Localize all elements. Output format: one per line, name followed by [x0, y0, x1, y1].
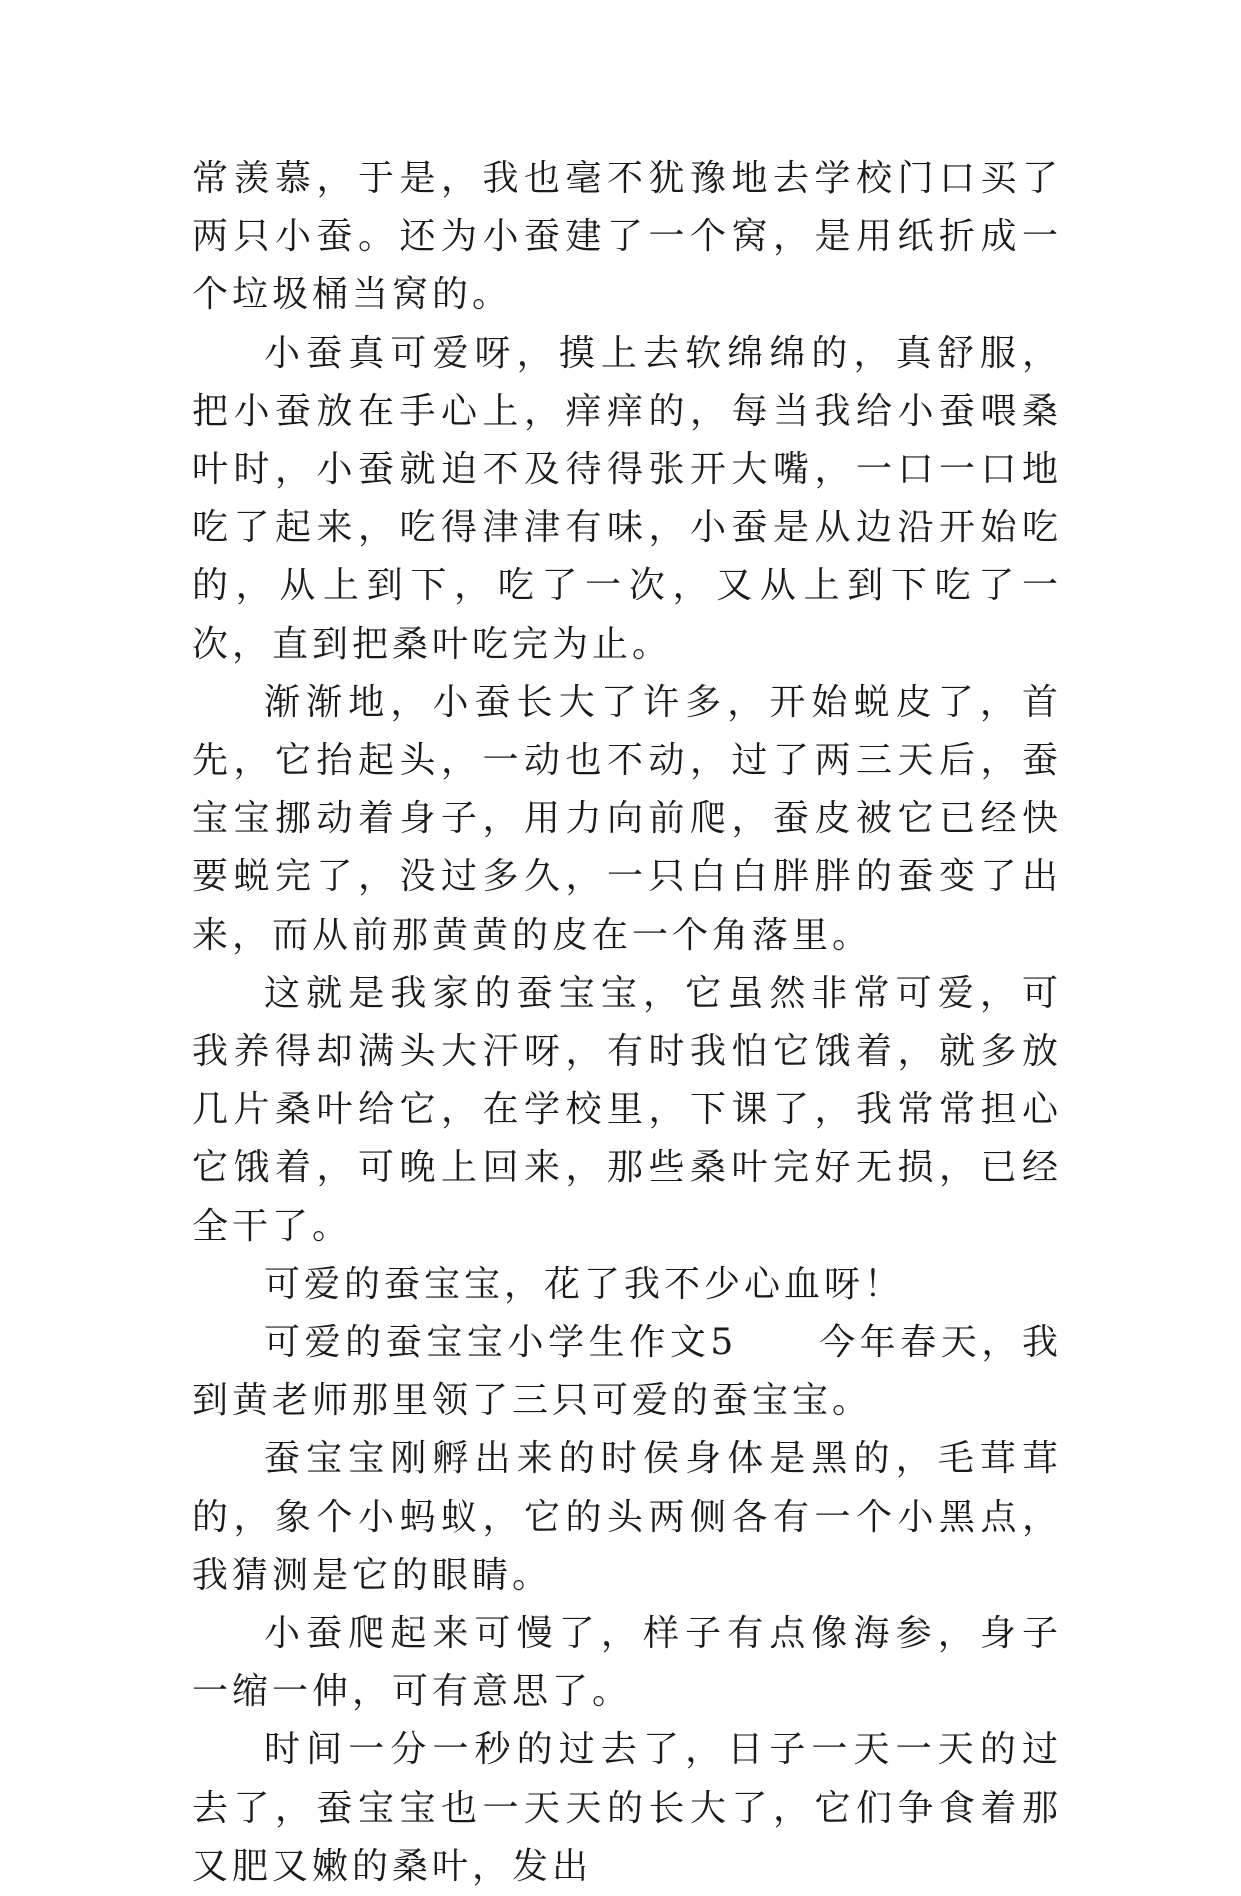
paragraph: 渐渐地，小蚕长大了许多，开始蜕皮了，首先，它抬起头，一动也不动，过了两三天后，蚕宝宝挪动着身子，用力向前爬，蚕皮被它已经快要蜕完了，没过多久，一只白白胖胖的蚕变了出来，而从前那黄黄的皮在一个角落里。	[192, 681, 1062, 956]
paragraph: 小蚕真可爱呀，摸上去软绵绵的，真舒服，把小蚕放在手心上，痒痒的，每当我给小蚕喂桑叶时，小蚕就迫不及待得张开大嘴，一口一口地吃了起来，吃得津津有味，小蚕是从边沿开始吃的，从上到下，吃了一次，又从上到下吃了一次，直到把桑叶吃完为止。	[192, 332, 1062, 665]
paragraph: 常羡慕，于是，我也毫不犹豫地去学校门口买了两只小蚕。还为小蚕建了一个窝，是用纸折成一个垃圾桶当窝的。	[192, 158, 1062, 316]
paragraph: 这就是我家的蚕宝宝，它虽然非常可爱，可我养得却满头大汗呀，有时我怕它饿着，就多放几片桑叶给它，在学校里，下课了，我常常担心它饿着，可晚上回来，那些桑叶完好无损，已经全干了。	[192, 972, 1062, 1247]
paragraph: 可爱的蚕宝宝小学生作文5 今年春天，我到黄老师那里领了三只可爱的蚕宝宝。	[192, 1322, 1062, 1422]
paragraph: 可爱的蚕宝宝，花了我不少心血呀！	[264, 1263, 905, 1305]
paragraph: 蚕宝宝刚孵出来的时侯身体是黑的，毛茸茸的，象个小蚂蚁，它的头两侧各有一个小黑点，我猜测是它的眼睛。	[192, 1438, 1062, 1596]
paragraph: 小蚕爬起来可慢了，样子有点像海参，身子一缩一伸，可有意思了。	[192, 1613, 1062, 1713]
essay-body	[192, 150, 1062, 1896]
paragraph: 时间一分一秒的过去了，日子一天一天的过去了，蚕宝宝也一天天的长大了，它们争食着那又肥又嫩的桑叶，发出	[192, 1729, 1062, 1887]
